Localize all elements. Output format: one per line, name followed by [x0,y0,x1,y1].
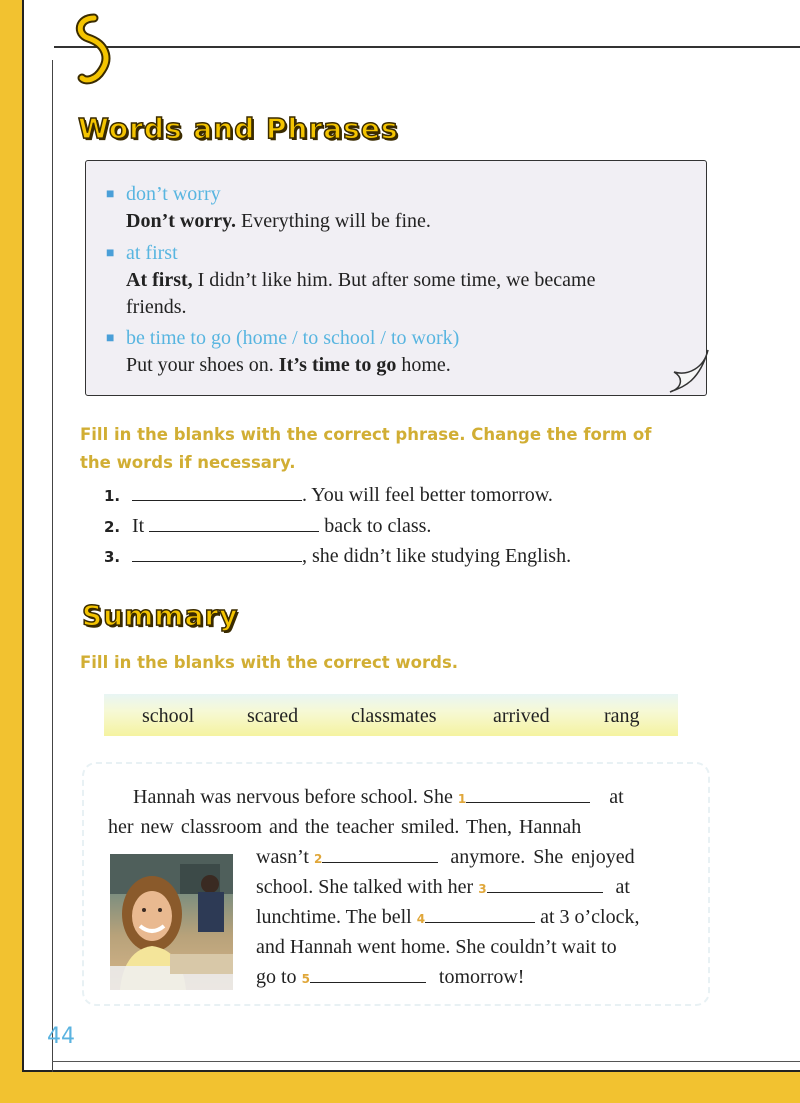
vocabulary-box [85,160,707,396]
story-text: anymore. She enjoyed [442,846,635,868]
vocab-example-pre: Put your shoes on. [126,354,279,376]
story-text: at [604,786,624,808]
answer-blank[interactable] [425,908,535,923]
vocab-example-bold: At first, [126,269,193,291]
story-text: her new classroom and the teacher smiled. Then, Hannah [108,816,582,838]
story-line [256,846,635,869]
story-text: at [610,876,630,898]
binder-hook-icon [72,12,116,90]
answer-blank[interactable] [466,788,590,803]
item-pre: It [132,515,150,537]
exercise-item [104,545,571,568]
story-line [256,966,524,989]
vocab-example-line2: friends. [126,296,187,318]
story-text: lunchtime. The bell [256,906,417,928]
word-bank-item: arrived [493,705,550,727]
vocab-item [106,240,596,321]
vocab-item [106,181,431,235]
vocab-phrase: be time to go [126,327,231,349]
blank-number: 1 [457,792,467,806]
story-text: go to [256,966,302,988]
blank-number: 4 [416,912,426,926]
story-line [256,876,630,899]
story-text: wasn’t [256,846,314,868]
instruction-line: Fill in the blanks with the correct phrase. Change the form of [80,425,652,444]
instruction-line: the words if necessary. [80,453,296,472]
inner-margin-line [52,60,53,1072]
vocab-example: home. [396,354,451,376]
word-bank-item: scared [247,705,299,727]
answer-blank[interactable] [310,968,426,983]
page-curl-icon [668,348,710,394]
vocab-example: Everything will be fine. [235,210,431,232]
story-text: at 3 o’clock, [535,906,640,928]
answer-blank[interactable] [322,848,438,863]
page-number: 44 [47,1024,75,1049]
item-text: . You will feel better tomorrow. [302,484,553,506]
summary-instruction: Fill in the blanks with the correct words. [80,653,459,672]
item-text: , she didn’t like studying English. [302,545,572,567]
story-text: Hannah was nervous before school. She [133,786,458,808]
words-and-phrases-title: Words and Phrases [78,112,399,145]
exercise-instruction [80,421,720,477]
word-bank-item: classmates [351,705,437,727]
vocab-phrase-extra: (home / to school / to work) [230,327,460,349]
exercise-item [104,515,431,538]
word-bank-item: school [142,705,195,727]
top-rule [54,46,800,48]
vocab-example-bold: Don’t worry. [126,210,236,232]
bullet-icon: ■ [106,331,115,346]
exercise-item [104,484,553,507]
blank-number: 3 [478,882,487,896]
girl-photo-illustration [110,854,233,990]
item-number: 2. [104,518,121,536]
bullet-icon: ■ [106,187,115,202]
item-number: 1. [104,487,121,505]
answer-blank[interactable] [149,517,319,532]
story-line [256,936,617,959]
item-number: 3. [104,548,121,566]
answer-blank[interactable] [487,878,603,893]
answer-blank[interactable] [132,486,302,501]
vocab-phrase: don’t worry [126,183,221,205]
story-line [133,786,624,809]
story-line [256,906,639,929]
item-text: back to class. [319,515,432,537]
story-text: tomorrow! [433,966,525,988]
summary-title: Summary [82,599,239,632]
blank-number: 5 [301,972,310,986]
vocab-example-bold: It’s time to go [278,354,397,376]
girl-photo [110,854,233,990]
story-text: and Hannah went home. She couldn’t wait to [256,936,617,958]
answer-blank[interactable] [132,547,302,562]
word-bank-item: rang [604,705,640,727]
bullet-icon: ■ [106,246,115,261]
vocab-item [106,325,459,379]
vocab-phrase: at first [126,242,178,264]
bottom-rule [52,1061,800,1062]
blank-number: 2 [313,852,323,866]
vocab-example: I didn’t like him. But after some time, we became [192,269,596,291]
story-text: school. She talked with her [256,876,479,898]
story-line [108,816,581,839]
word-bank [104,694,678,736]
